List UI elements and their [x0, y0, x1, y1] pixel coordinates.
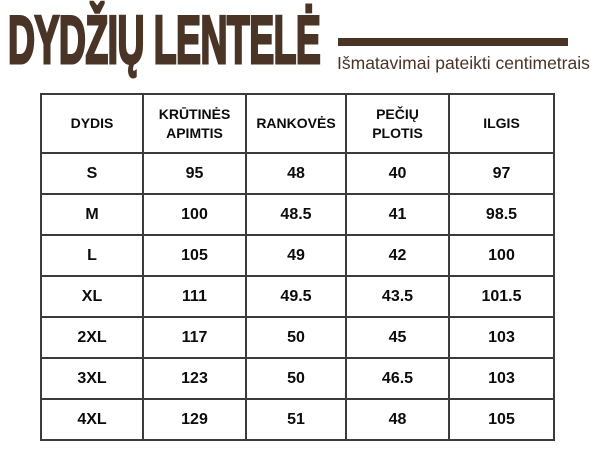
- size-label: L: [41, 235, 143, 276]
- shoulder-value: 46.5: [346, 358, 449, 399]
- chest-value: 105: [143, 235, 246, 276]
- table-row-2xl: [41, 317, 554, 358]
- column-header-shoulder: PEČIŲ PLOTIS: [346, 94, 449, 153]
- length-value: 103: [449, 358, 554, 399]
- sleeve-value: 50: [246, 317, 346, 358]
- column-header-size: DYDIS: [41, 94, 143, 153]
- column-header-sleeve: RANKOVĖS: [246, 94, 346, 153]
- size-label: 4XL: [41, 399, 143, 440]
- shoulder-value: 48: [346, 399, 449, 440]
- chest-value: 129: [143, 399, 246, 440]
- units-subtitle: Išmatavimai pateikti centimetrais: [337, 53, 590, 73]
- length-value: 101.5: [449, 276, 554, 317]
- shoulder-value: 45: [346, 317, 449, 358]
- column-header-length: ILGIS: [449, 94, 554, 153]
- sleeve-value: 49.5: [246, 276, 346, 317]
- sleeve-value: 48.5: [246, 194, 346, 235]
- title-dash-line: [338, 38, 568, 46]
- chest-value: 117: [143, 317, 246, 358]
- chest-value: 111: [143, 276, 246, 317]
- size-label: S: [41, 153, 143, 194]
- sleeve-value: 50: [246, 358, 346, 399]
- table-row-3xl: [41, 358, 554, 399]
- shoulder-value: 43.5: [346, 276, 449, 317]
- length-value: 97: [449, 153, 554, 194]
- size-label: M: [41, 194, 143, 235]
- length-value: 105: [449, 399, 554, 440]
- sleeve-value: 48: [246, 153, 346, 194]
- table-row-s: [41, 153, 554, 194]
- size-label: 2XL: [41, 317, 143, 358]
- page-title: DYDŽIŲ LENTELĖ: [8, 2, 321, 78]
- sleeve-value: 51: [246, 399, 346, 440]
- table-row-4xl: [41, 399, 554, 440]
- chest-value: 95: [143, 153, 246, 194]
- size-table: [40, 93, 555, 441]
- column-header-chest: KRŪTINĖS APIMTIS: [143, 94, 246, 153]
- chest-value: 100: [143, 194, 246, 235]
- table-row-m: [41, 194, 554, 235]
- length-value: 98.5: [449, 194, 554, 235]
- length-value: 100: [449, 235, 554, 276]
- shoulder-value: 41: [346, 194, 449, 235]
- table-row-xl: [41, 276, 554, 317]
- size-label: 3XL: [41, 358, 143, 399]
- shoulder-value: 40: [346, 153, 449, 194]
- header-row: [41, 94, 554, 153]
- length-value: 103: [449, 317, 554, 358]
- sleeve-value: 49: [246, 235, 346, 276]
- table-row-l: [41, 235, 554, 276]
- chest-value: 123: [143, 358, 246, 399]
- shoulder-value: 42: [346, 235, 449, 276]
- size-label: XL: [41, 276, 143, 317]
